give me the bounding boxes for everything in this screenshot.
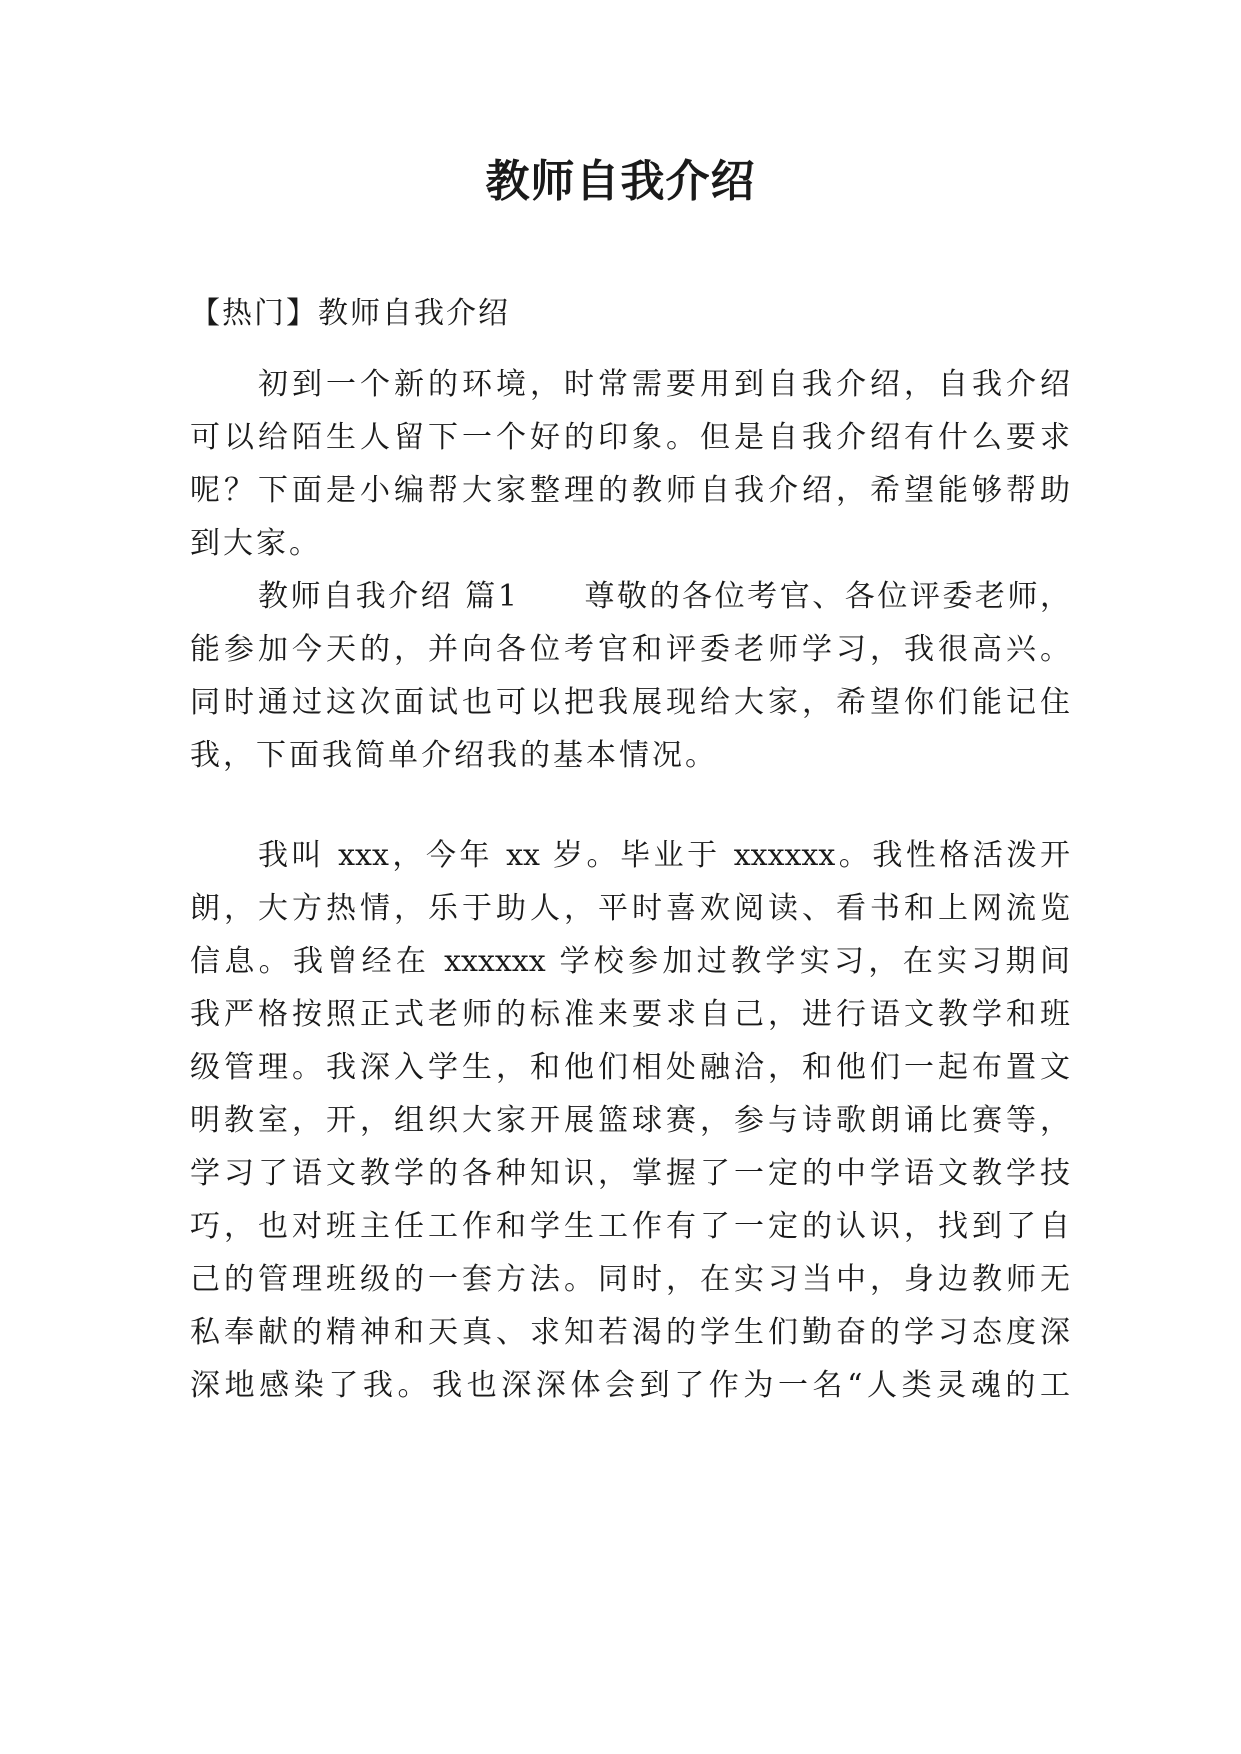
paragraph-1-line-3: 呢？下面是小编帮大家整理的教师自我介绍，希望能够帮助	[190, 473, 1070, 508]
paragraph-3-line-10: 私奉献的精神和天真、求知若渴的学生们勤奋的学习态度深	[190, 1315, 1070, 1350]
paragraph-3-line-7: 学习了语文教学的各种知识，掌握了一定的中学语文教学技	[190, 1156, 1070, 1191]
paragraph-3-line-5: 级管理。我深入学生，和他们相处融洽，和他们一起布置文	[190, 1050, 1070, 1085]
paragraph-3-line-11: 深地感染了我。我也深深体会到了作为一名“人类灵魂的工	[190, 1368, 1070, 1403]
paragraph-3-line-3: 信息。我曾经在 xxxxxx 学校参加过教学实习，在实习期间	[190, 944, 1070, 979]
paragraph-3-line-4: 我严格按照正式老师的标准来要求自己，进行语文教学和班	[190, 997, 1070, 1032]
paragraph-1-line-1: 初到一个新的环境，时常需要用到自我介绍，自我介绍	[258, 367, 1070, 402]
paragraph-1-line-2: 可以给陌生人留下一个好的印象。但是自我介绍有什么要求	[190, 420, 1070, 455]
paragraph-3-line-9: 己的管理班级的一套方法。同时，在实习当中，身边教师无	[190, 1262, 1070, 1297]
paragraph-2-line-3: 同时通过这次面试也可以把我展现给大家，希望你们能记住	[190, 685, 1070, 720]
paragraph-3-line-2: 朗，大方热情，乐于助人，平时喜欢阅读、看书和上网流览	[190, 891, 1070, 926]
paragraph-3-line-8: 巧，也对班主任工作和学生工作有了一定的认识，找到了自	[190, 1209, 1070, 1244]
paragraph-2-line-2: 能参加今天的，并向各位考官和评委老师学习，我很高兴。	[190, 632, 1070, 667]
paragraph-1-line-4: 到大家。	[190, 526, 322, 561]
paragraph-3-line-1: 我叫 xxx，今年 xx 岁。毕业于 xxxxxx。我性格活泼开	[258, 838, 1070, 873]
paragraph-2-line-1: 教师自我介绍 篇1 尊敬的各位考官、各位评委老师，	[258, 579, 1070, 614]
paragraph-2-line-4: 我，下面我简单介绍我的基本情况。	[190, 738, 718, 773]
document-subtitle: 【热门】教师自我介绍	[190, 296, 510, 331]
paragraph-3-line-6: 明教室，开，组织大家开展篮球赛，参与诗歌朗诵比赛等，	[190, 1103, 1070, 1138]
document-title: 教师自我介绍	[485, 156, 756, 207]
